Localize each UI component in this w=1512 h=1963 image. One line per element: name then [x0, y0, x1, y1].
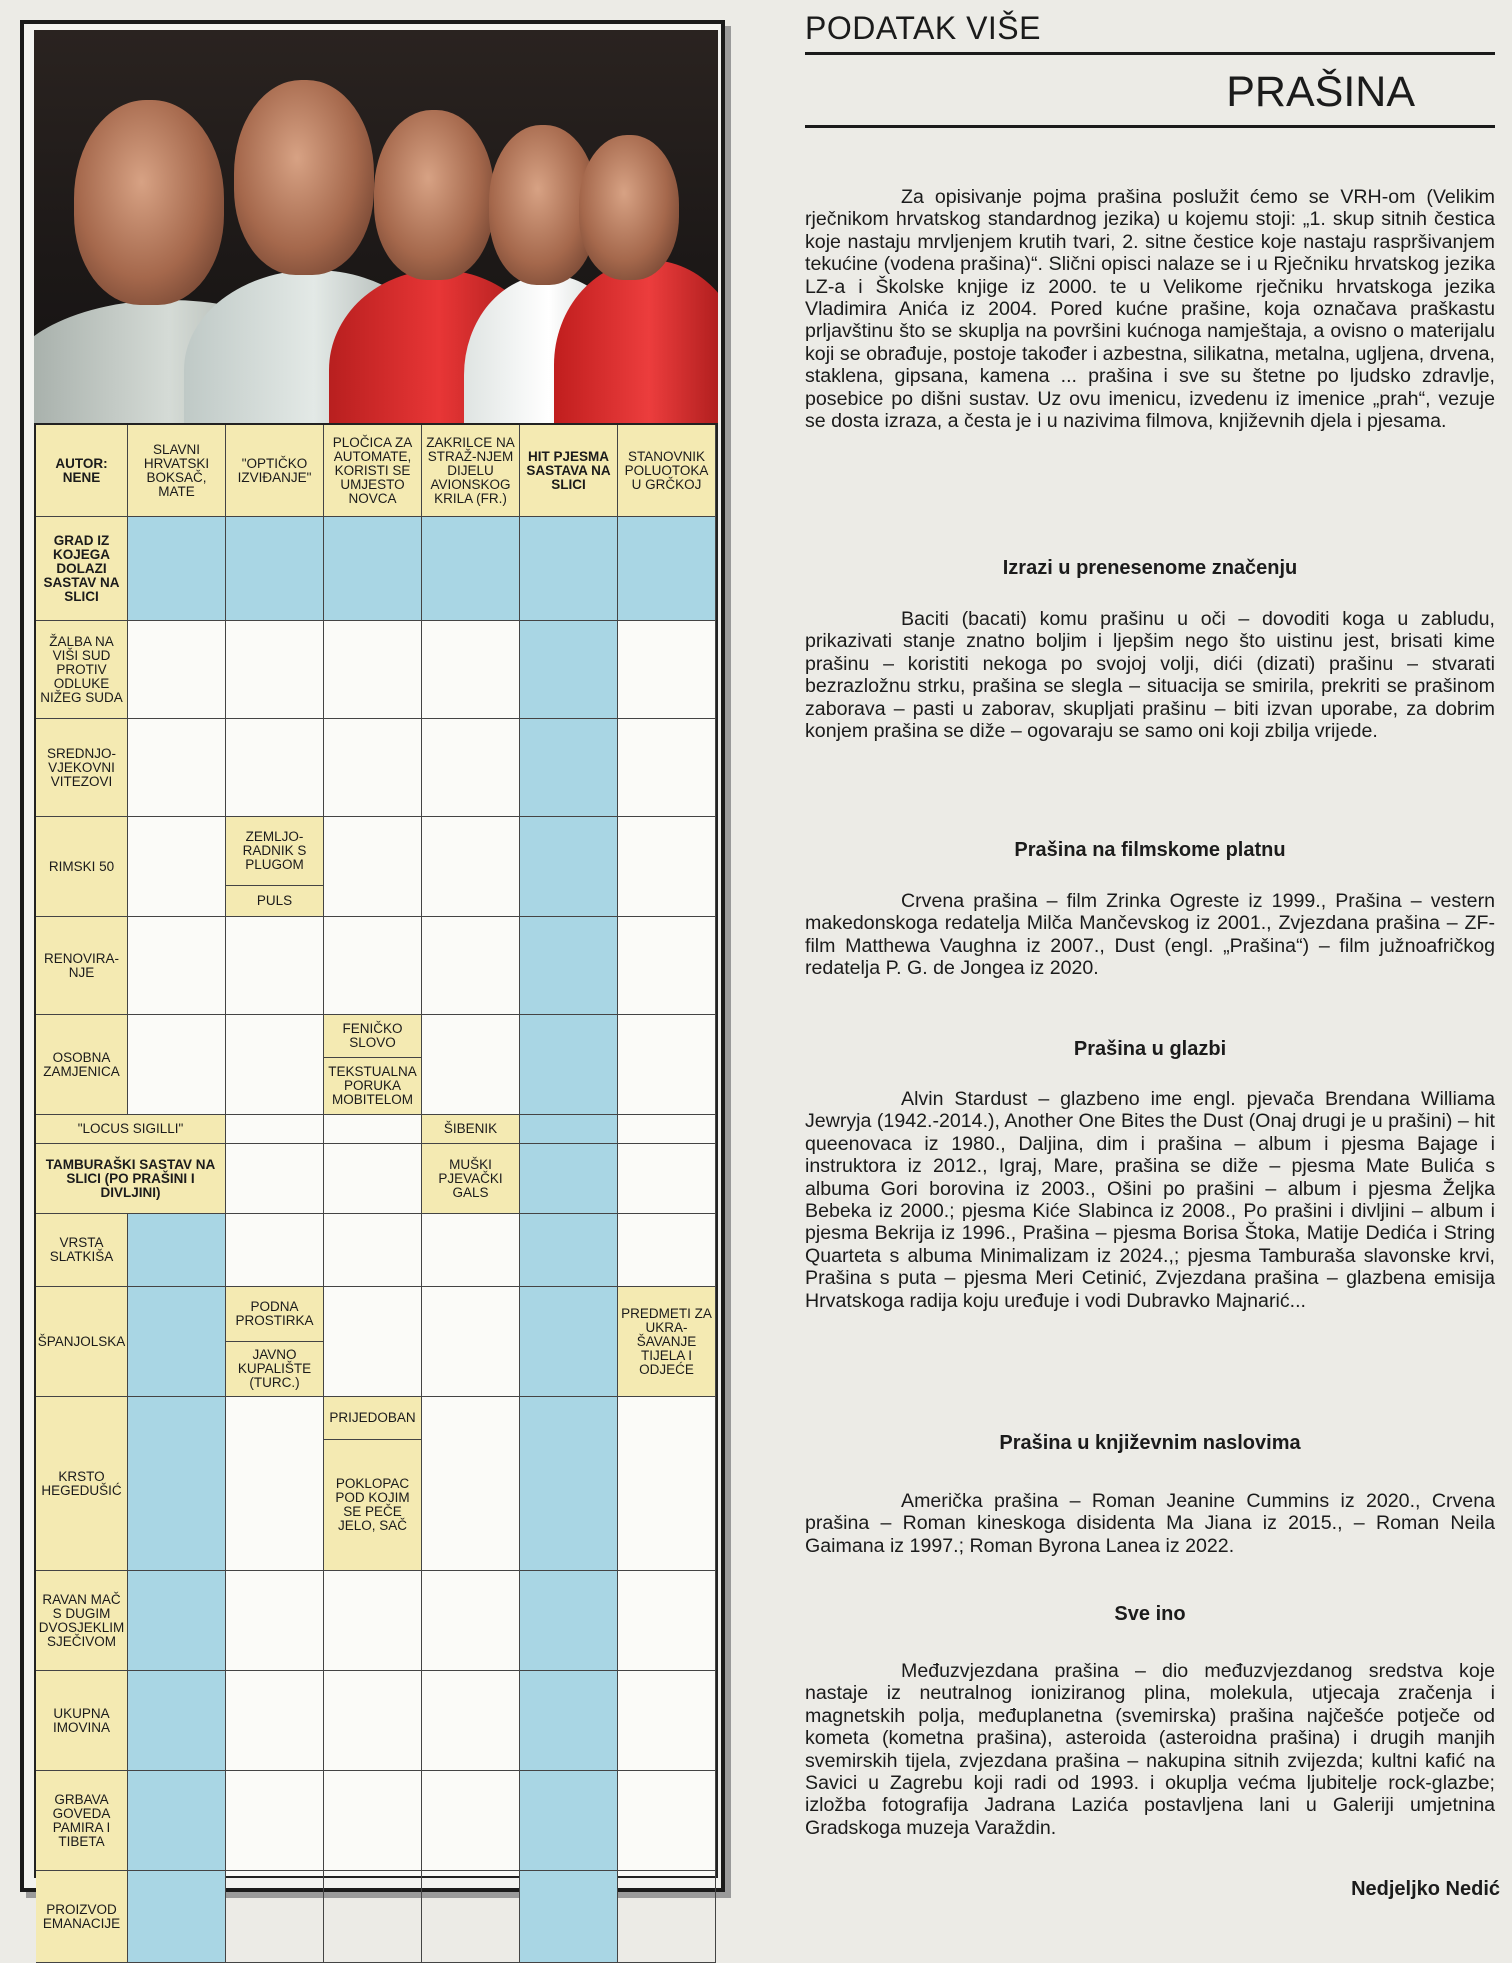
answer-cell[interactable] [618, 1214, 716, 1287]
subheading: Sve ino [1114, 1603, 1186, 1625]
clue-cell: GRAD IZ KOJEGA DOLAZI SASTAV NA SLICI [36, 517, 128, 621]
answer-cell[interactable] [226, 1571, 324, 1671]
answer-cell[interactable] [128, 1671, 226, 1771]
paragraph: Crvena prašina – film Zrinka Ogreste iz 1999., Prašina – vestern makedonskoga redatelja Milča Mančevskog iz 2001., Zvjezdana prašina – ZF-film Matthewa Vaughna iz 2007., Dust (engl. „Prašina“) – film južnoafričkog redatelja P. G. de Jongea iz 2020. [805, 890, 1495, 980]
answer-cell[interactable] [128, 1397, 226, 1571]
clue-cell: FENIČKO SLOVO [324, 1015, 421, 1057]
answer-cell[interactable] [324, 719, 422, 817]
answer-cell[interactable] [520, 1115, 618, 1144]
answer-cell[interactable] [324, 917, 422, 1015]
clue-cell: GRBAVA GOVEDA PAMIRA I TIBETA [36, 1771, 128, 1871]
answer-cell[interactable] [520, 1015, 618, 1115]
answer-cell[interactable] [324, 1571, 422, 1671]
clue-cell: UKUPNA IMOVINA [36, 1671, 128, 1771]
answer-cell[interactable] [226, 1397, 324, 1571]
answer-cell[interactable] [324, 1144, 422, 1214]
answer-cell[interactable] [618, 1671, 716, 1771]
answer-cell[interactable] [618, 1571, 716, 1671]
answer-cell[interactable] [422, 719, 520, 817]
clue-cell: JAVNO KUPALIŠTE (TURC.) [226, 1341, 323, 1396]
answer-cell[interactable] [128, 817, 226, 917]
split-clue-cell [226, 1287, 324, 1397]
answer-cell[interactable] [324, 517, 422, 621]
answer-cell[interactable] [618, 1015, 716, 1115]
answer-cell[interactable] [422, 917, 520, 1015]
answer-cell[interactable] [324, 621, 422, 719]
crossword-grid [34, 423, 718, 1931]
clue-cell: HIT PJESMA SASTAVA NA SLICI [520, 425, 618, 517]
clue-cell: RAVAN MAČ S DUGIM DVOSJEKLIM SJEČIVOM [36, 1571, 128, 1671]
clue-cell: RIMSKI 50 [36, 817, 128, 917]
answer-cell[interactable] [422, 1571, 520, 1671]
answer-cell[interactable] [422, 1871, 520, 1963]
answer-cell[interactable] [128, 1771, 226, 1871]
split-clue-cell [226, 817, 324, 917]
answer-cell[interactable] [128, 1871, 226, 1963]
clue-cell: ŠPANJOLSKA [36, 1287, 128, 1397]
paragraph: Međuzvjezdana prašina – dio međuzvjezdanog sredstva koje nastaje iz neutralnog ioniziranog plina, molekula, utjecaja zračenja i magnetskih polja, međuplanetna (svemirska) prašina najčešće potječe od kometa (kometna prašina), asteroida (asteroidna prašina) i drugih manjih svemirskih tijela, zvjezdana prašina – nakupina sitnih zvijezda; kultni kafić na Savici u Zagrebu koji radi od 1993. i okuplja većma ljubitelje rock-glazbe; izložba fotografija Jadrana Lazića postavljena lani u Galeriji umjetnina Gradskoga muzeja Varaždin. [805, 1660, 1495, 1839]
answer-cell[interactable] [226, 1144, 324, 1214]
clue-cell: SREDNJO-VJEKOVNI VITEZOVI [36, 719, 128, 817]
answer-cell[interactable] [324, 1671, 422, 1771]
split-clue-cell [324, 1397, 422, 1571]
clue-cell: TAMBURAŠKI SASTAV NA SLICI (PO PRAŠINI I DIVLJINI) [36, 1144, 226, 1214]
answer-cell[interactable] [520, 1397, 618, 1571]
clue-cell: ŽALBA NA VIŠI SUD PROTIV ODLUKE NIŽEG SUDA [36, 621, 128, 719]
clue-cell: "LOCUS SIGILLI" [36, 1115, 226, 1144]
answer-cell[interactable] [226, 1771, 324, 1871]
answer-cell[interactable] [422, 1214, 520, 1287]
answer-cell[interactable] [422, 817, 520, 917]
answer-cell[interactable] [618, 1115, 716, 1144]
clue-cell: PRIJEDOBAN [324, 1397, 421, 1439]
paragraph: Alvin Stardust – glazbeno ime engl. pjevača Brendana Williama Jewryja (1942.-2014.), Another One Bites the Dust (Onaj drugi je u prašini) – hit queenovaca iz 1980., Daljina, dim i prašina – album i pjesma Bajage i instruktora iz 2012., Igraj, Mare, prašina se diže – pjesma Mate Bulića s albuma Gori borovina iz 2003., Ošini po prašini – album i pjesma Željka Bebeka iz 2000.; pjesma Kiće Slabinca iz 2008., Po prašini i divljini – album i pjesma Bekrija iz 1996., Prašina – pjesma Borisa Štoka, Matije Dedića i String Quarteta s albuma Minimalizam iz 2024.,; pjesma Tamburaša slavonske krvi, Prašina s puta – pjesma Meri Cetinić, Zvjezdana prašina – glazbena emisija Hrvatskoga radija koju uređuje i vodi Dubravko Majnarić... [805, 1088, 1495, 1312]
answer-cell[interactable] [520, 1214, 618, 1287]
clue-cell: ZAKRILCE NA STRAŽ-NJEM DIJELU AVIONSKOG KRILA (FR.) [422, 425, 520, 517]
answer-cell[interactable] [128, 621, 226, 719]
clue-cell: RENOVIRA-NJE [36, 917, 128, 1015]
clue-cell: PODNA PROSTIRKA [226, 1287, 323, 1341]
clue-cell: POKLOPAC POD KOJIM SE PEČE JELO, SAČ [324, 1439, 421, 1570]
answer-cell[interactable] [520, 1144, 618, 1214]
answer-cell[interactable] [520, 621, 618, 719]
paragraph: Američka prašina – Roman Jeanine Cummins iz 2020., Crvena prašina – Roman kineskoga disidenta Ma Jiana iz 2015., – Roman Neila Gaimana iz 1997.; Roman Byrona Lanea iz 2022. [805, 1490, 1495, 1557]
intro-paragraph: Za opisivanje pojma prašina poslužit ćemo se VRH-om (Velikim rječnikom hrvatskog standardnog jezika) u kojemu stoji: „1. skup sitnih čestica koje nastaju mrvljenjem krutih tvari, 2. sitne čestice koje nastaju raspršivanjem tekućine (vodena prašina)“. Slični opisci nalaze se i u Rječniku hrvatskog jezika LZ-a i Školske knjige iz 2000. te u Velikome rječniku hrvatskoga jezika Vladimira Anića iz 2004. Pored kućne prašine, koja označava praškastu prljavštinu što se skuplja na površini kućnoga namještaja, a ovisno o materijalu koji se obrađuje, postoje također i azbestna, silikatna, metalna, ugljena, drvena, staklena, gipsana, kamena ... prašina i sve su štetne po ljudsko zdravlje, posebice po dišni sustav. Uz ovu imenicu, izvedenu iz imenice „prah“, vezuje se dosta izraza, a česta je i u nazivima filmova, književnih djela i pjesama. [805, 186, 1495, 433]
answer-cell[interactable] [618, 719, 716, 817]
answer-cell[interactable] [520, 517, 618, 621]
answer-cell[interactable] [324, 1871, 422, 1963]
subheading: Izrazi u prenesenome značenju [1002, 557, 1298, 579]
answer-cell[interactable] [618, 817, 716, 917]
answer-cell[interactable] [226, 1015, 324, 1115]
author-label: AUTOR: NENE [36, 425, 128, 517]
clue-cell: OSOBNA ZAMJENICA [36, 1015, 128, 1115]
answer-cell[interactable] [422, 1397, 520, 1571]
divider [805, 125, 1495, 128]
clue-cell: SLAVNI HRVATSKI BOKSAČ, MATE [128, 425, 226, 517]
split-clue-cell [324, 1015, 422, 1115]
answer-cell[interactable] [128, 1015, 226, 1115]
answer-cell[interactable] [128, 517, 226, 621]
clue-cell: ŠIBENIK [422, 1115, 520, 1144]
subheading: Prašina u književnim naslovima [999, 1432, 1301, 1454]
answer-cell[interactable] [618, 1144, 716, 1214]
answer-cell[interactable] [128, 719, 226, 817]
answer-cell[interactable] [324, 1287, 422, 1397]
answer-cell[interactable] [422, 1771, 520, 1871]
answer-cell[interactable] [226, 1671, 324, 1771]
answer-cell[interactable] [618, 621, 716, 719]
answer-cell[interactable] [226, 621, 324, 719]
answer-cell[interactable] [324, 1214, 422, 1287]
answer-cell[interactable] [324, 1115, 422, 1144]
paragraph: Baciti (bacati) komu prašinu u oči – dovoditi koga u zabludu, prikazivati stanje znatno boljim i ljepšim nego što uistinu jest, brisati kime prašinu – koristiti nekoga po svojoj volji, dići (dizati) prašinu – stvarati bezrazložnu strku, prašina se slegla – situacija se smirila, prekriti se prašinom zaborava – pasti u zaborav, skupljati prašinu – biti izvan uporabe, za dobrim konjem prašina se diže – ogovaraju se samo oni koji zbilja vrijede. [805, 608, 1495, 743]
answer-cell[interactable] [422, 1671, 520, 1771]
answer-cell[interactable] [520, 917, 618, 1015]
answer-cell[interactable] [618, 1871, 716, 1963]
answer-cell[interactable] [618, 1397, 716, 1571]
section-label: PODATAK VIŠE [805, 10, 1041, 46]
clue-cell: VRSTA SLATKIŠA [36, 1214, 128, 1287]
answer-cell[interactable] [128, 917, 226, 1015]
answer-cell[interactable] [520, 719, 618, 817]
subheading: Prašina na filmskome platnu [1014, 839, 1286, 861]
article [797, 10, 1497, 128]
answer-cell[interactable] [128, 1571, 226, 1671]
answer-cell[interactable] [324, 1771, 422, 1871]
answer-cell[interactable] [618, 1771, 716, 1871]
answer-cell[interactable] [226, 517, 324, 621]
answer-cell[interactable] [618, 517, 716, 621]
crossword-puzzle [20, 20, 725, 1931]
answer-cell[interactable] [128, 1287, 226, 1397]
clue-cell: STANOVNIK POLUOTOKA U GRČKOJ [618, 425, 716, 517]
answer-cell[interactable] [226, 719, 324, 817]
answer-cell[interactable] [520, 817, 618, 917]
answer-cell[interactable] [226, 1214, 324, 1287]
clue-cell: PROIZVOD EMANACIJE [36, 1871, 128, 1963]
band-photo [34, 30, 718, 423]
clue-cell: KRSTO HEGEDUŠIĆ [36, 1397, 128, 1571]
article-title: PRAŠINA [1226, 68, 1415, 116]
author-signature: Nedjeljko Nedić [1351, 1878, 1500, 1900]
answer-cell[interactable] [422, 517, 520, 621]
clue-cell: ZEMLJO-RADNIK S PLUGOM [226, 817, 323, 885]
answer-cell[interactable] [128, 1214, 226, 1287]
answer-cell[interactable] [422, 621, 520, 719]
answer-cell[interactable] [324, 817, 422, 917]
clue-cell: PULS [226, 885, 323, 916]
subheading: Prašina u glazbi [1073, 1038, 1227, 1060]
answer-cell[interactable] [520, 1571, 618, 1671]
clue-cell: MUŠKI PJEVAČKI GALS [422, 1144, 520, 1214]
clue-cell: PREDMETI ZA UKRA-ŠAVANJE TIJELA I ODJEĆE [618, 1287, 716, 1397]
answer-cell[interactable] [422, 1287, 520, 1397]
answer-cell[interactable] [226, 1115, 324, 1144]
answer-cell[interactable] [226, 917, 324, 1015]
answer-cell[interactable] [618, 917, 716, 1015]
clue-cell: TEKSTUALNA PORUKA MOBITELOM [324, 1057, 421, 1115]
answer-cell[interactable] [520, 1287, 618, 1397]
answer-cell[interactable] [520, 1871, 618, 1963]
clue-cell: PLOČICA ZA AUTOMATE, KORISTI SE UMJESTO NOVCA [324, 425, 422, 517]
clue-cell: "OPTIČKO IZVIĐANJE" [226, 425, 324, 517]
answer-cell[interactable] [520, 1771, 618, 1871]
answer-cell[interactable] [226, 1871, 324, 1963]
answer-cell[interactable] [422, 1015, 520, 1115]
answer-cell[interactable] [520, 1671, 618, 1771]
